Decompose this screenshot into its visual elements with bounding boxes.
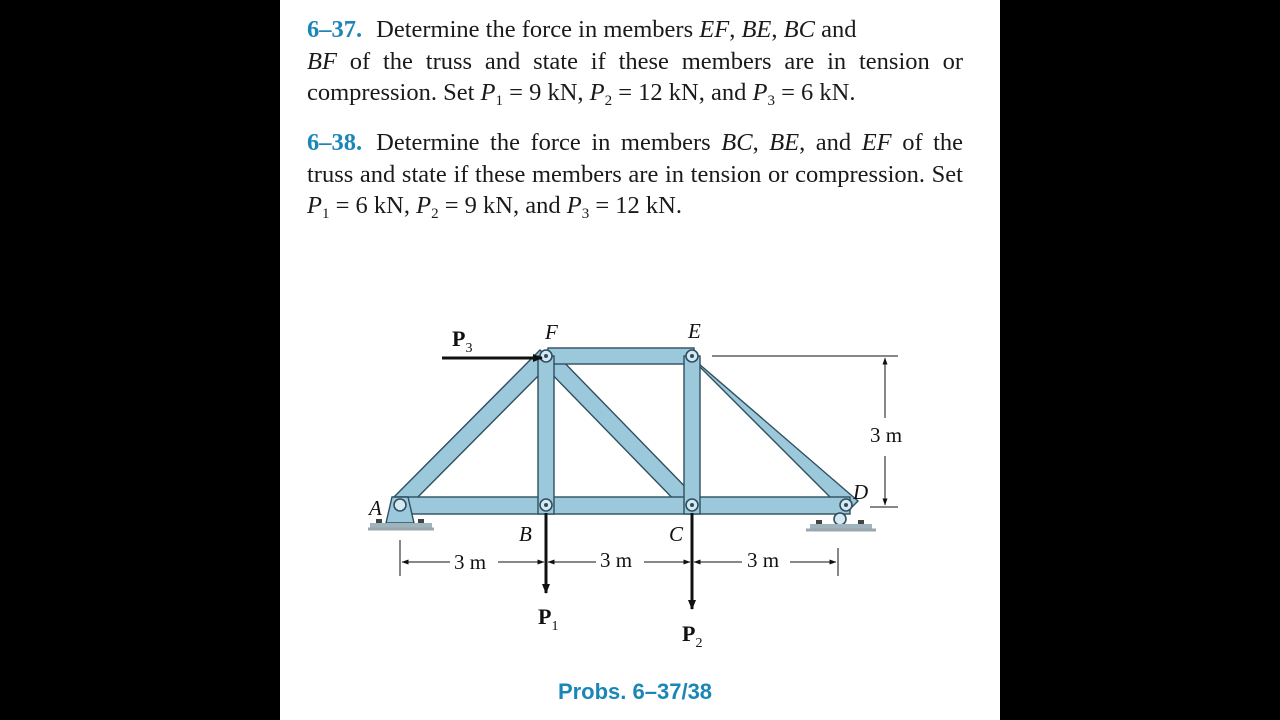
- member-ABCD: [398, 497, 850, 514]
- textbook-page: [280, 0, 1000, 720]
- label-D: D: [853, 480, 869, 504]
- member-CE: [684, 356, 700, 514]
- load-P3: [442, 326, 542, 358]
- member-AF: [392, 350, 552, 511]
- dimension-labels: [454, 548, 779, 574]
- dim-BC: 3 m: [600, 548, 633, 572]
- dim-CD: 3 m: [747, 548, 780, 572]
- svg-text:P3: $P_3$: [452, 326, 473, 356]
- load-P2: [682, 513, 702, 651]
- roller-support-D: [806, 513, 876, 530]
- svg-text:P1: $P_1$: [538, 604, 559, 634]
- svg-text:P2: $P_2$: [682, 621, 703, 651]
- problem-number: 6–37.: [307, 16, 363, 43]
- problem-number: 6–38.: [307, 129, 363, 156]
- load-P1: [538, 513, 558, 634]
- label-A: A: [369, 496, 382, 520]
- label-F: F: [545, 320, 558, 344]
- figure-caption: Probs. 6–37/38: [557, 679, 713, 704]
- member-BF: [538, 356, 554, 514]
- label-C: C: [669, 522, 684, 546]
- member-FE: [548, 348, 694, 364]
- dim-AB: 3 m: [454, 550, 487, 574]
- label-B: B: [519, 522, 532, 546]
- dim-height: 3 m: [870, 423, 903, 447]
- truss-figure: [280, 0, 1000, 720]
- member-ED: [684, 351, 858, 513]
- truss-members: [392, 348, 858, 514]
- problem-6-38: 6–38. Determine the force in members BC, BE, and EF of the truss and state if these members are in tension or compression. Set $P_1 = 6$ kN, $P_2 = 9$ kN, and $P_3 = 12$ kN.: [307, 129, 964, 222]
- label-E: E: [688, 319, 701, 343]
- member-FC: [542, 352, 698, 512]
- problem-6-37: 6–37. Determine the force in members EF, BE, BC and BF of the truss and state if these members are in tension or compression. Set $P_1 = 9$ kN, $P_2 = 12$ kN, and $P_3 = 6$ kN.: [307, 16, 963, 109]
